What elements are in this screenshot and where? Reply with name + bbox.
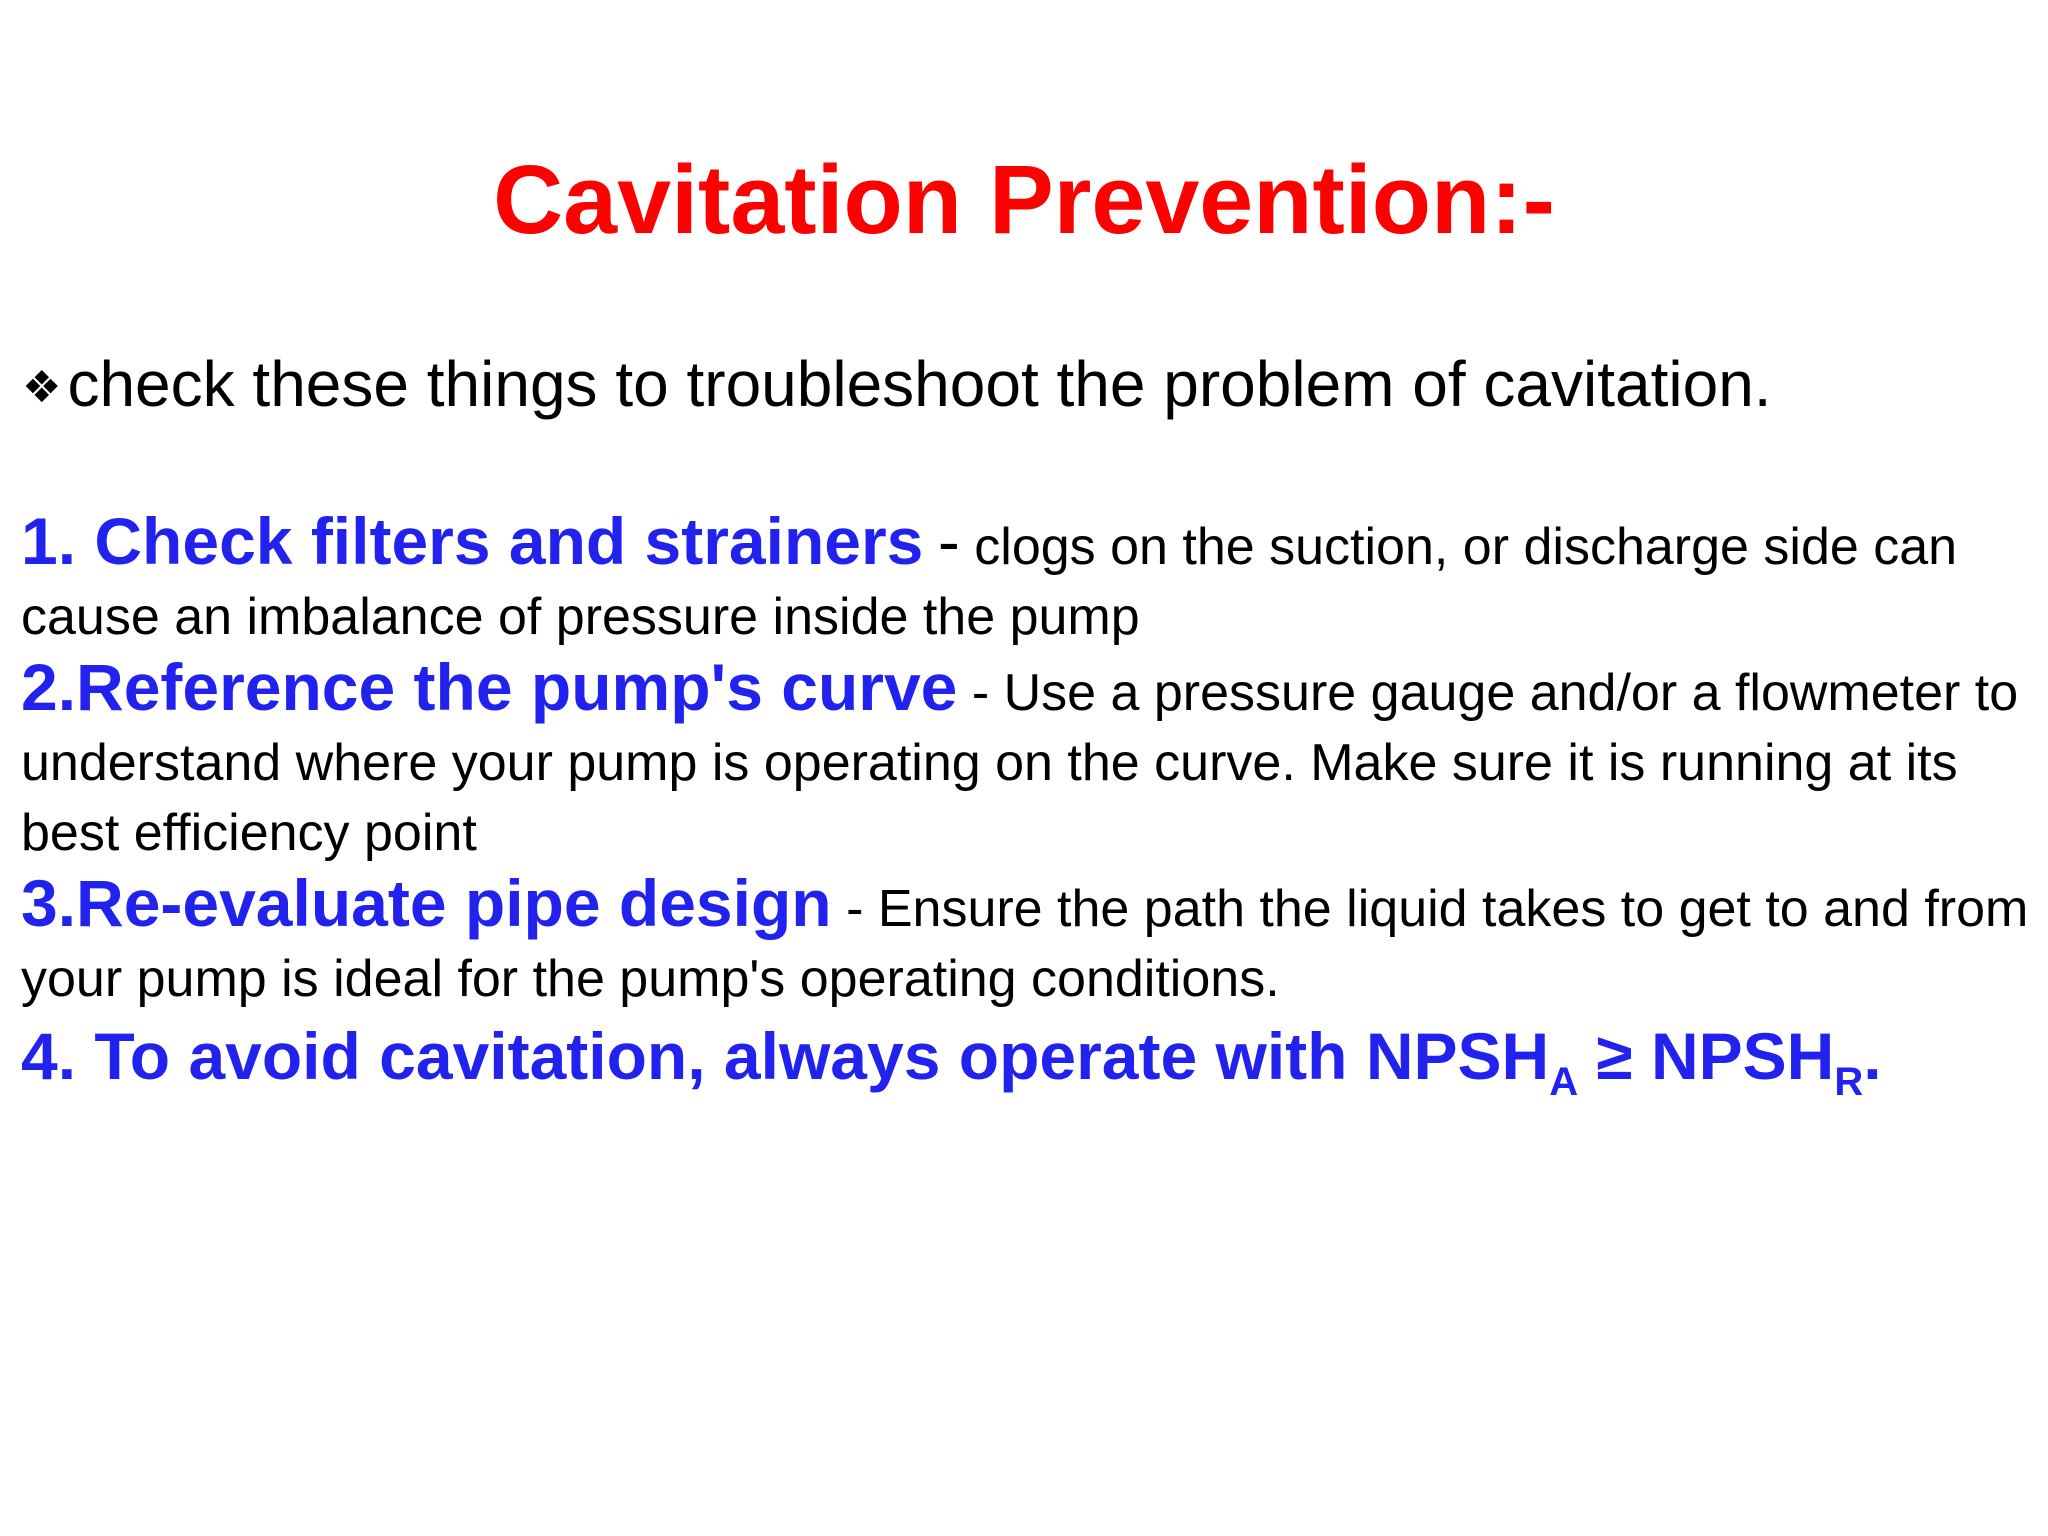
intro-text: check these things to troubleshoot the problem of cavitation.: [67, 348, 1772, 420]
npsh-rule-suffix: .: [1863, 1019, 1882, 1093]
slide-title: Cavitation Prevention:-: [493, 145, 1555, 254]
item-body: Use a pressure gauge and/or a flowmeter to understand where your pump is operating on the curve. Make sure it is running at its best efficiency point: [21, 664, 2019, 862]
item-separator: -: [846, 880, 864, 938]
item-heading: 1. Check filters and strainers: [21, 504, 924, 578]
intro-line: [22, 338, 2032, 434]
prevention-steps-list: [21, 504, 2036, 1104]
npsh-required-subscript: R: [1834, 1060, 1864, 1104]
list-item: [21, 506, 2036, 652]
npsh-relation: ≥ NPSH: [1578, 1019, 1835, 1093]
item-body: Ensure the path the liquid takes to get to and from your pump is ideal for the pump's operating conditions.: [21, 880, 2029, 1008]
item-separator: -: [937, 504, 960, 578]
four-diamond-bullet-icon: ❖: [22, 363, 62, 412]
item-heading: 3.Re-evaluate pipe design: [21, 866, 832, 940]
list-item: [21, 652, 2036, 868]
item-body: clogs on the suction, or discharge side can cause an imbalance of pressure inside the pump: [21, 518, 1958, 646]
list-item: [21, 868, 2036, 1014]
npsh-available-subscript: A: [1549, 1060, 1579, 1104]
item-separator: -: [971, 664, 990, 722]
npsh-rule-prefix: 4. To avoid cavitation, always operate with NPSH: [21, 1019, 1550, 1093]
npsh-rule-item: [21, 1014, 2036, 1104]
item-heading: 2.Reference the pump's curve: [21, 650, 958, 724]
